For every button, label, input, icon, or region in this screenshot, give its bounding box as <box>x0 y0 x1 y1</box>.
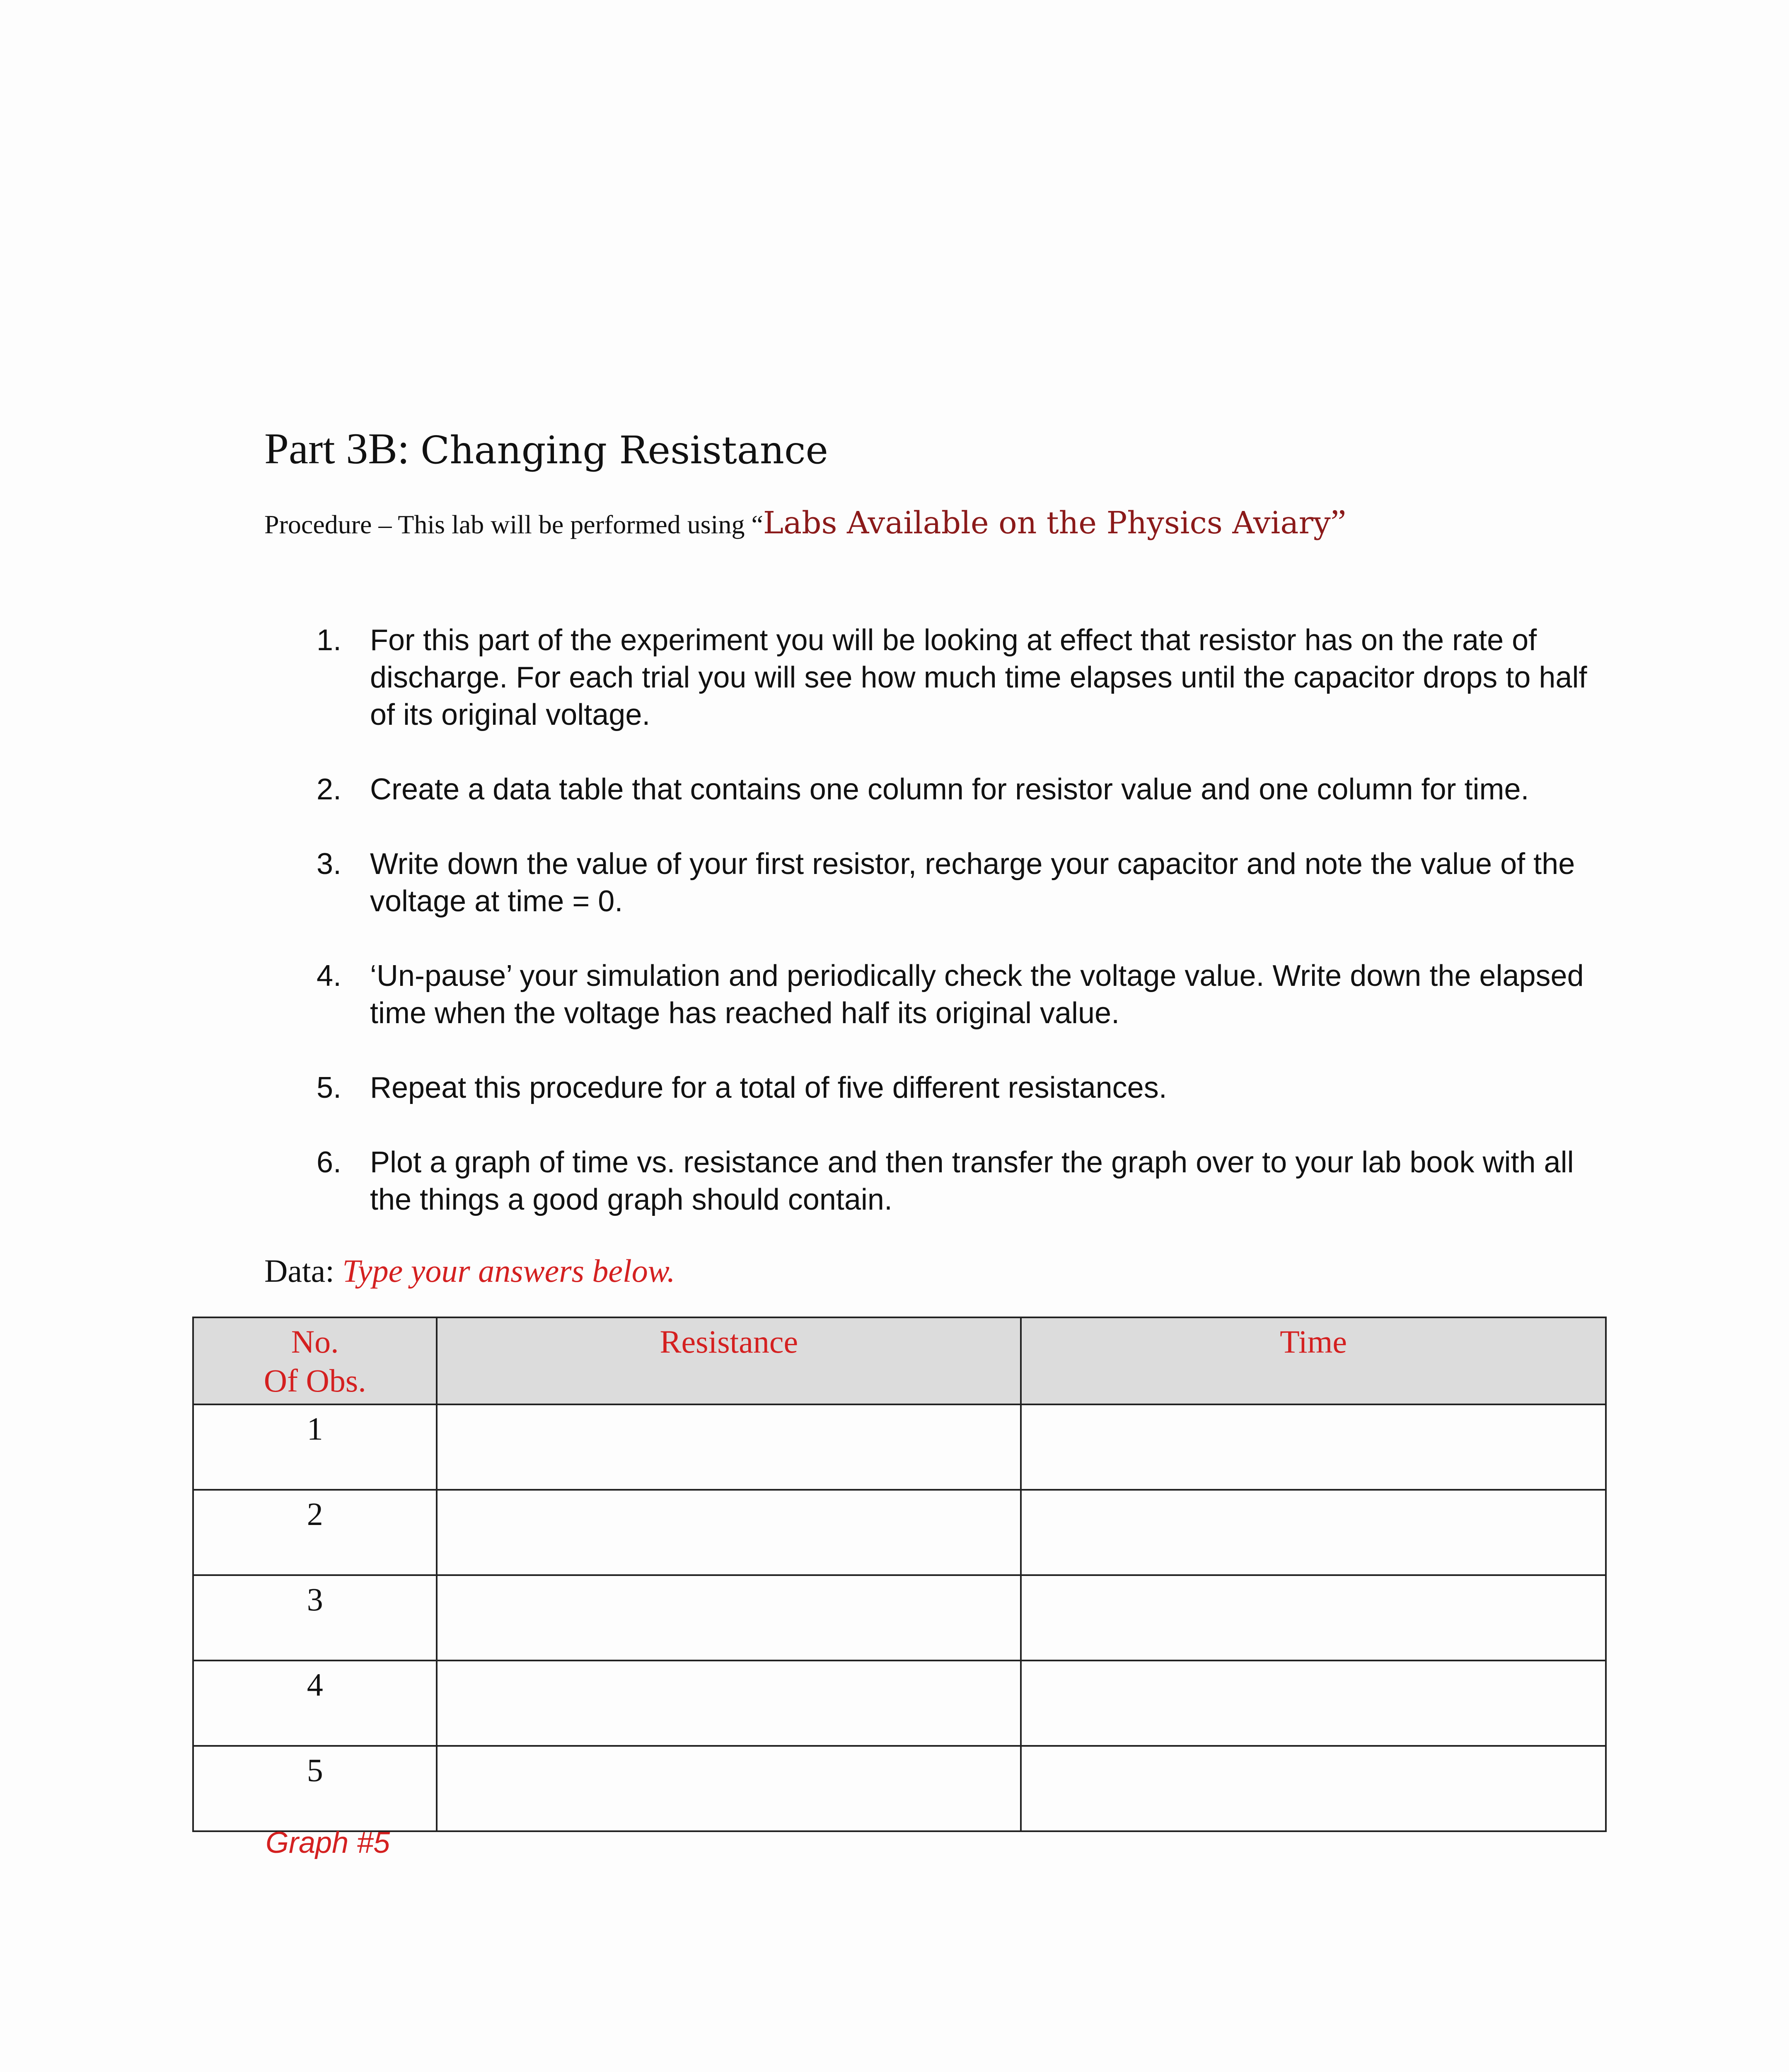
header-obs-number <box>193 1317 437 1404</box>
step-item <box>307 622 1591 733</box>
time-cell[interactable] <box>1021 1661 1606 1746</box>
title-name: Changing Resistance <box>420 428 828 472</box>
step-number: 6. <box>317 1146 342 1179</box>
header-time: Time <box>1021 1317 1606 1404</box>
step-item <box>307 1144 1591 1218</box>
header-obs-line2: Of Obs. <box>264 1363 366 1399</box>
header-obs-line1: No. <box>291 1324 339 1360</box>
procedure-line <box>264 501 1346 543</box>
step-number: 4. <box>317 959 342 992</box>
data-hint: Type your answers below. <box>342 1253 675 1289</box>
page-title <box>264 425 828 473</box>
data-label: Data: <box>264 1253 334 1289</box>
step-item <box>307 845 1591 920</box>
step-text: Repeat this procedure for a total of five different resistances. <box>370 1071 1167 1104</box>
data-heading <box>264 1252 675 1290</box>
obs-number-cell: 1 <box>193 1404 437 1490</box>
time-cell[interactable] <box>1021 1575 1606 1661</box>
resistance-cell[interactable] <box>437 1746 1021 1831</box>
step-text: ‘Un-pause’ your simulation and periodically check the voltage value. Write down the elapsed time when the voltage has reached half its original value. <box>370 959 1584 1030</box>
resistance-cell[interactable] <box>437 1404 1021 1490</box>
step-text: Create a data table that contains one column for resistor value and one column for time. <box>370 773 1529 806</box>
table-row <box>193 1404 1606 1490</box>
step-item <box>307 957 1591 1032</box>
time-cell[interactable] <box>1021 1404 1606 1490</box>
procedure-close-quote: ” <box>1330 503 1346 541</box>
time-cell[interactable] <box>1021 1490 1606 1575</box>
step-item <box>307 771 1591 808</box>
table-row <box>193 1746 1606 1831</box>
title-part: Part 3B: <box>264 424 410 473</box>
header-resistance: Resistance <box>437 1317 1021 1404</box>
procedure-lead: Procedure – This lab will be performed using “ <box>264 510 763 539</box>
step-item <box>307 1069 1591 1106</box>
step-number: 1. <box>317 624 342 657</box>
table-row <box>193 1661 1606 1746</box>
procedure-steps <box>307 622 1591 1256</box>
table-header-row <box>193 1317 1606 1404</box>
table-row <box>193 1490 1606 1575</box>
observation-table <box>192 1317 1607 1832</box>
resistance-cell[interactable] <box>437 1661 1021 1746</box>
resistance-cell[interactable] <box>437 1575 1021 1661</box>
obs-number-cell: 4 <box>193 1661 437 1746</box>
graph-label: Graph #5 <box>266 1826 390 1859</box>
step-text: Plot a graph of time vs. resistance and then transfer the graph over to your lab book with all the things a good graph should contain. <box>370 1146 1574 1216</box>
step-text: For this part of the experiment you will be looking at effect that resistor has on the rate of discharge. For each trial you will see how much time elapses until the capacitor drops to half of its original voltage. <box>370 624 1587 731</box>
step-number: 5. <box>317 1071 342 1104</box>
resistance-cell[interactable] <box>437 1490 1021 1575</box>
obs-number-cell: 2 <box>193 1490 437 1575</box>
step-number: 3. <box>317 847 342 881</box>
obs-number-cell: 3 <box>193 1575 437 1661</box>
step-text: Write down the value of your first resistor, recharge your capacitor and note the value of the voltage at time = 0. <box>370 847 1575 918</box>
lab-name: Labs Available on the Physics Aviary <box>763 505 1331 541</box>
step-number: 2. <box>317 773 342 806</box>
time-cell[interactable] <box>1021 1746 1606 1831</box>
obs-number-cell: 5 <box>193 1746 437 1831</box>
table-row <box>193 1575 1606 1661</box>
